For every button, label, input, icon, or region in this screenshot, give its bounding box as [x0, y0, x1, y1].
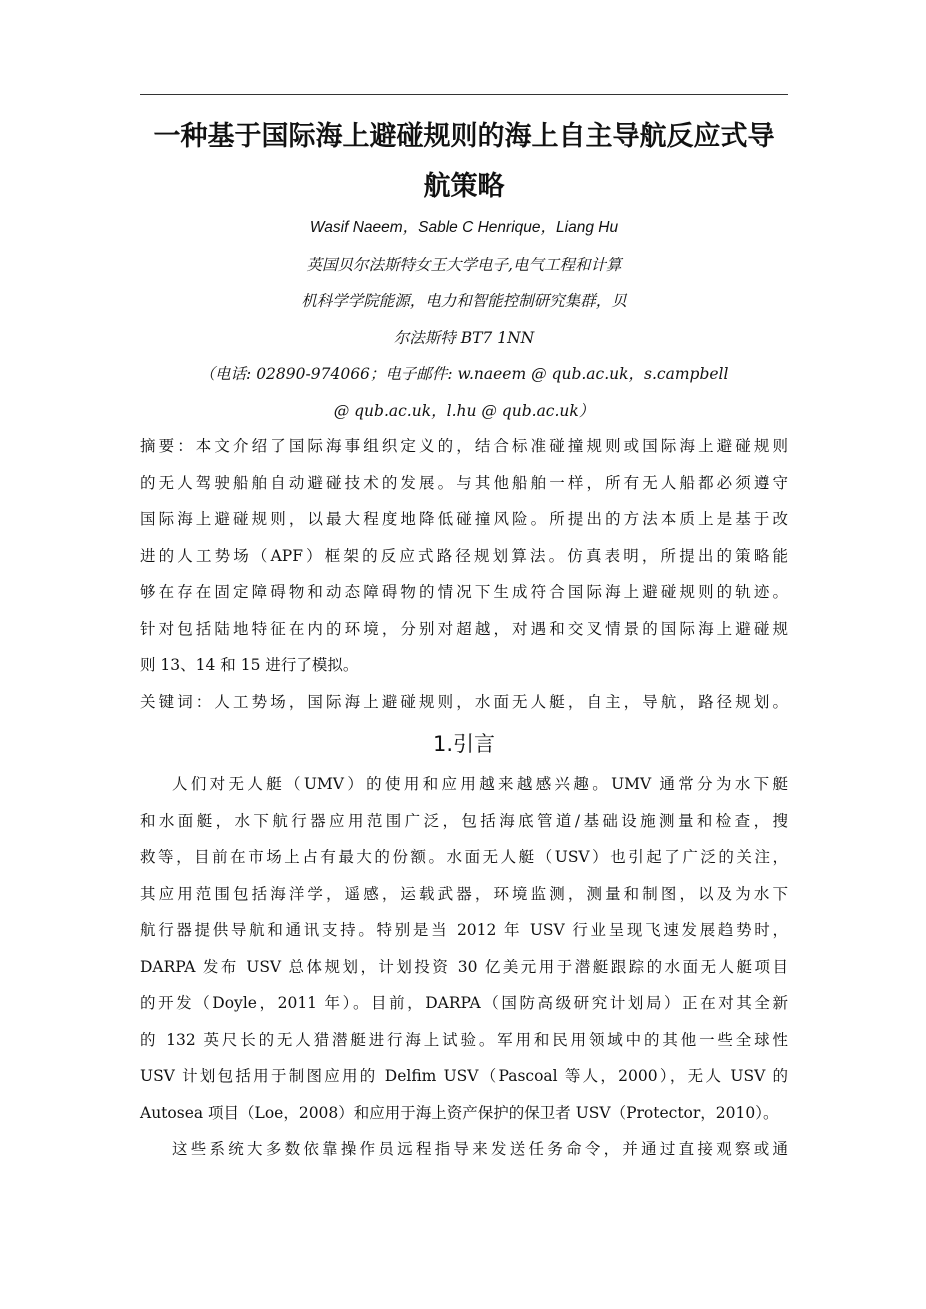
- abstract-line: 则 13、14 和 15 进行了模拟。: [140, 656, 359, 674]
- abstract: [140, 428, 788, 720]
- affiliation-line: 英国贝尔法斯特女王大学电子,电气工程和计算: [306, 255, 622, 274]
- intro-line: 航行器提供导航和通讯支持。特别是当 2012 年 USV 行业呈现飞速发展趋势时，: [140, 921, 788, 939]
- paper-title: [140, 112, 788, 212]
- section-heading: 1.引言: [432, 732, 496, 756]
- intro-line: USV 计划包括用于制图应用的 Delfim USV（Pascoal 等人，2000），无人 USV 的: [140, 1067, 788, 1085]
- abstract-line: 摘要：本文介绍了国际海事组织定义的，结合标准碰撞规则或国际海上避碰规则: [140, 437, 788, 455]
- title-line: 航策略: [423, 171, 505, 202]
- intro-line: 的开发（Doyle，2011 年）。目前，DARPA（国防高级研究计划局）正在对其全新: [140, 994, 788, 1012]
- intro-line: Autosea 项目（Loe，2008）和应用于海上资产保护的保卫者 USV（Protector，2010）。: [140, 1103, 779, 1122]
- intro-line: 救等，目前在市场上占有最大的份额。水面无人艇（USV）也引起了广泛的关注，: [140, 848, 788, 866]
- author-names: Wasif Naeem，Sable C Henrique，Liang Hu: [309, 219, 619, 236]
- intro-line: 人们对无人艇（UMV）的使用和应用越来越感兴趣。UMV 通常分为水下艇: [172, 775, 788, 793]
- intro-line: 这些系统大多数依靠操作员远程指导来发送任务命令，并通过直接观察或通: [172, 1140, 788, 1158]
- affiliation-line: 机科学学院能源，电力和智能控制研究集群，贝: [301, 292, 627, 310]
- intro-line: DARPA 发布 USV 总体规划，计划投资 30 亿美元用于潜艇跟踪的水面无人艇项目: [140, 957, 788, 976]
- abstract-line: 进的人工势场（APF）框架的反应式路径规划算法。仿真表明，所提出的策略能: [140, 546, 788, 565]
- intro-line: 和水面艇，水下航行器应用范围广泛，包括海底管道/基础设施测量和检查，搜: [140, 811, 788, 830]
- affiliation-line: 尔法斯特 BT7 1NN: [393, 328, 535, 347]
- introduction-text: [140, 766, 788, 1168]
- abstract-line: 够在存在固定障碍物和动态障碍物的情况下生成符合国际海上避碰规则的轨迹。: [140, 583, 788, 601]
- abstract-line: 国际海上避碰规则，以最大程度地降低碰撞风险。所提出的方法本质上是基于改: [140, 510, 788, 528]
- abstract-line: 的无人驾驶船舶自动避碰技术的发展。与其他船舶一样，所有无人船都必须遵守: [140, 473, 788, 492]
- author-info: [140, 210, 788, 429]
- contact-line: @ qub.ac.uk，l.hu @ qub.ac.uk）: [333, 401, 595, 420]
- title-line: 一种基于国际海上避碰规则的海上自主导航反应式导: [153, 121, 775, 152]
- keywords: 关键词：人工势场，国际海上避碰规则，水面无人艇，自主，导航，路径规划。: [140, 692, 788, 711]
- contact-line: （电话: 02890-974066；电子邮件: w.naeem @ qub.ac.uk，s.campbell: [199, 365, 729, 383]
- abstract-line: 针对包括陆地特征在内的环境，分别对超越，对遇和交叉情景的国际海上避碰规: [140, 619, 788, 638]
- intro-line: 的 132 英尺长的无人猎潜艇进行海上试验。军用和民用领域中的其他一些全球性: [140, 1030, 788, 1049]
- intro-line: 其应用范围包括海洋学，遥感，运载武器，环境监测，测量和制图，以及为水下: [140, 884, 788, 903]
- header-rule: [140, 94, 788, 95]
